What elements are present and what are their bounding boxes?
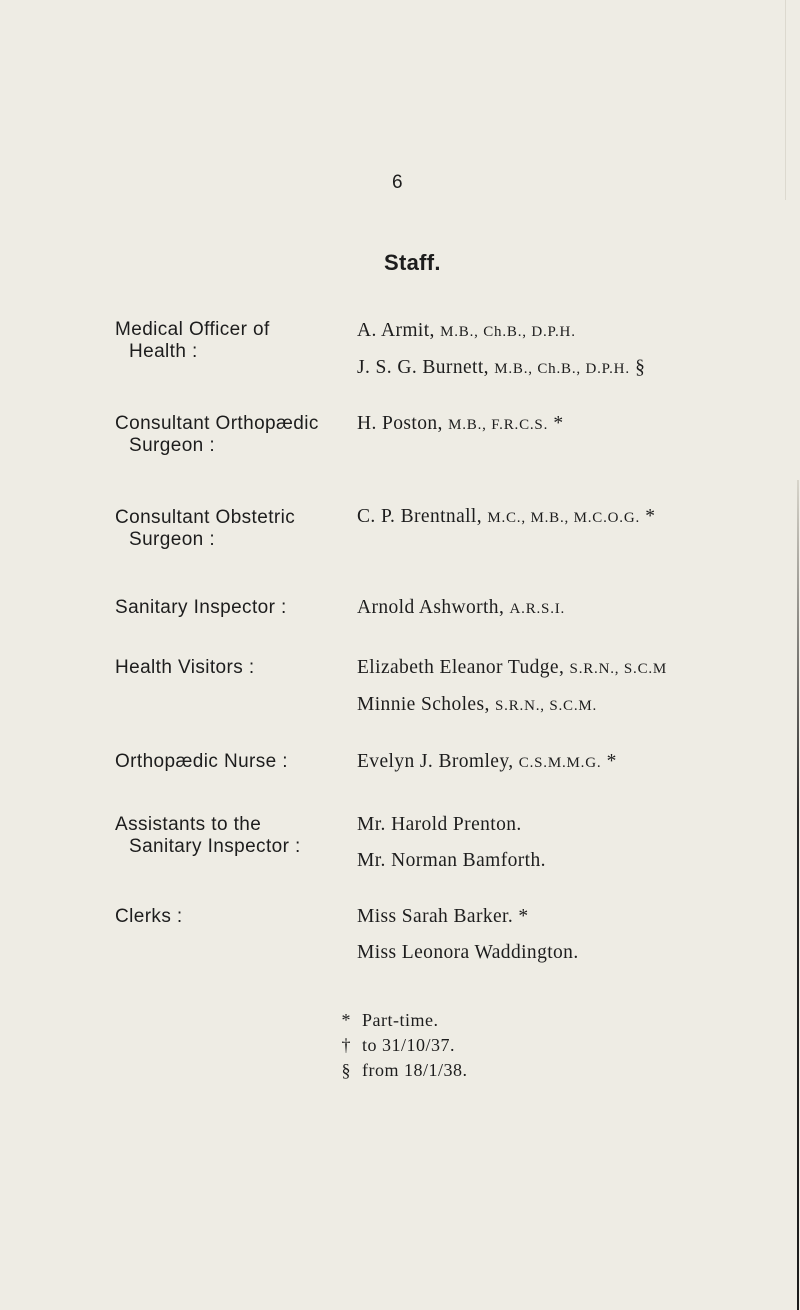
role-line: Assistants to the [115, 814, 262, 835]
role-assistants [115, 814, 340, 858]
role-line: Consultant Obstetric [115, 507, 296, 528]
page-fold-mark [785, 0, 786, 200]
staff-name: A. Armit, M.B., Ch.B., D.P.H. [357, 320, 576, 341]
staff-name: Minnie Scholes, S.R.N., S.C.M. [357, 694, 598, 715]
footnote-to-date: † to 31/10/37. [341, 1035, 456, 1055]
names-sanitary-inspector [357, 597, 797, 634]
role-line: Health : [129, 341, 198, 362]
names-clerks [357, 906, 797, 978]
staff-name: Mr. Harold Prenton. [357, 814, 522, 835]
names-obstetric-surgeon [357, 506, 797, 543]
footnote-part-time: * Part-time. [341, 1010, 439, 1030]
staff-name: Miss Sarah Barker. * [357, 906, 529, 927]
role-line: Surgeon : [129, 435, 215, 456]
footnote-from-date: § from 18/1/38. [341, 1060, 468, 1080]
names-medical-officer [357, 320, 797, 394]
staff-name: H. Poston, M.B., F.R.C.S. * [357, 413, 564, 434]
names-orthopaedic-nurse [357, 751, 797, 788]
names-health-visitors [357, 657, 797, 731]
names-assistants [357, 814, 797, 886]
staff-name: Miss Leonora Waddington. [357, 942, 579, 963]
role-line: Consultant Orthopædic [115, 413, 319, 434]
role-orthopaedic-nurse [115, 751, 340, 773]
staff-name: J. S. G. Burnett, M.B., Ch.B., D.P.H. § [357, 357, 646, 378]
role-line: Clerks : [115, 906, 183, 927]
role-line: Medical Officer of [115, 319, 270, 340]
staff-name: Mr. Norman Bamforth. [357, 850, 546, 871]
page-number: 6 [392, 172, 403, 193]
role-obstetric-surgeon [115, 507, 340, 551]
role-line: Health Visitors : [115, 657, 255, 678]
staff-name: Elizabeth Eleanor Tudge, S.R.N., S.C.M [357, 657, 668, 678]
role-line: Surgeon : [129, 529, 215, 550]
staff-name: Arnold Ashworth, A.R.S.I. [357, 597, 566, 618]
role-medical-officer [115, 319, 340, 363]
role-line: Sanitary Inspector : [129, 836, 301, 857]
role-line: Orthopædic Nurse : [115, 751, 288, 772]
role-sanitary-inspector [115, 597, 340, 619]
page-title: Staff. [384, 250, 441, 275]
footnotes [336, 1008, 468, 1083]
role-clerks [115, 906, 340, 928]
role-line: Sanitary Inspector : [115, 597, 287, 618]
names-orthopaedic-surgeon [357, 413, 797, 450]
staff-name: C. P. Brentnall, M.C., M.B., M.C.O.G. * [357, 506, 656, 527]
staff-name: Evelyn J. Bromley, C.S.M.M.G. * [357, 751, 617, 772]
page-edge-shadow [797, 480, 799, 1310]
role-orthopaedic-surgeon [115, 413, 340, 457]
role-health-visitors [115, 657, 340, 679]
